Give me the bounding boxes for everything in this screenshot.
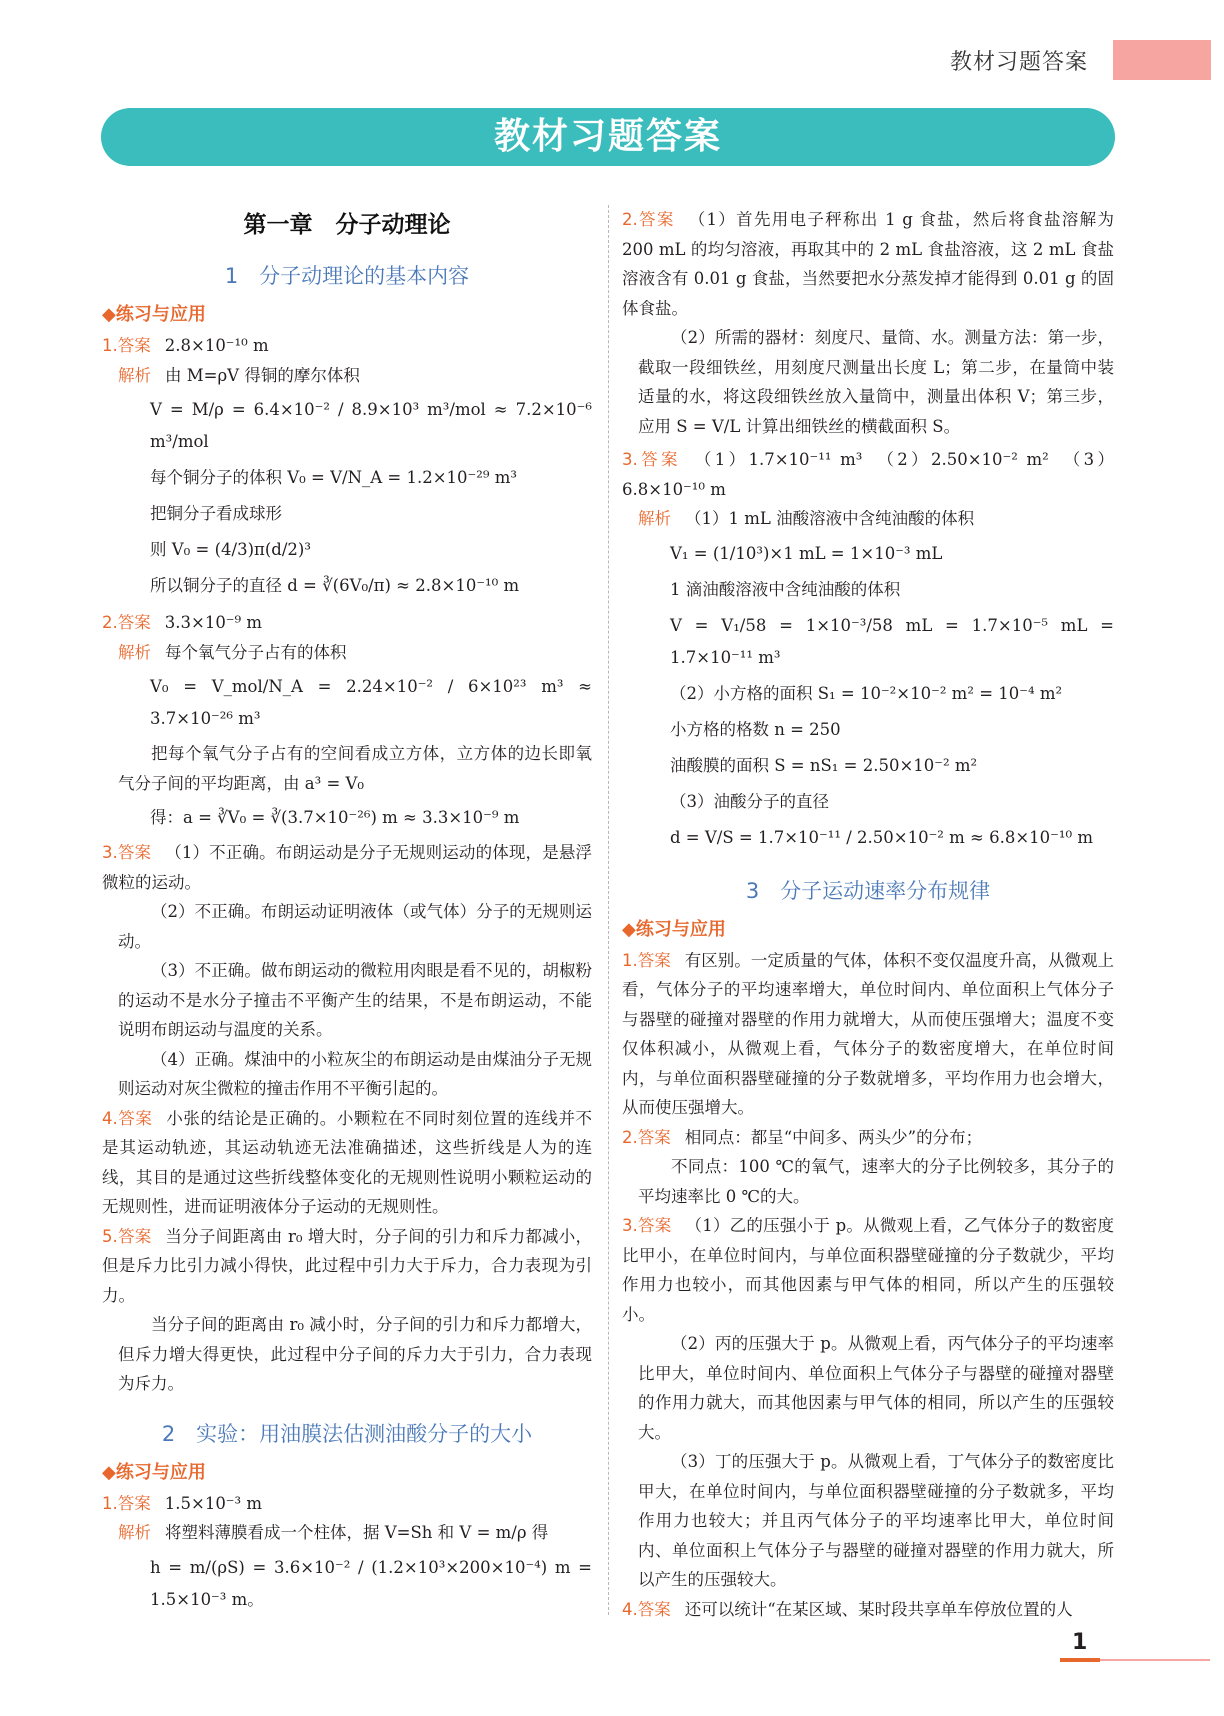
r-q3-analysis-line3: （2）小方格的面积 S₁ = 10⁻²×10⁻² m² = 10⁻⁴ m² (670, 683, 1063, 703)
r-q2-paragraph-2: （2）所需的器材：刻度尺、量筒、水。测量方法：第一步，截取一段细铁丝，用刻度尺测量出长度 L；第二步，在量筒中装适量的水，将这段细铁丝放入量筒中，测量出体积 V；第三步，应用 S = V/L 计算出细铁丝的横截面积 S。 (638, 328, 1114, 436)
s3-q1-paragraph: 有区别。一定质量的气体，体积不变仅温度升高，从微观上看，气体分子的平均速率增大，单位时间内、单位面积上气体分子与器壁的碰撞对器壁的作用力就增大，从而使压强增大；温度不变仅体积减小，从微观上看，气体分子的数密度增大，在单位时间内，与单位面积器壁碰撞的分子数就增多，平均作用力也会增大，从而使压强增大。 (622, 950, 1115, 1117)
r-q2-paragraph-1: （1）首先用电子秤称出 1 g 食盐，然后将食盐溶解为 200 mL 的均匀溶液，再取其中的 2 mL 食盐溶液，这 2 mL 食盐溶液含有 0.01 g 食盐，当然要把水分蒸发掉才能得到 0.01 g 的固体食盐。 (622, 210, 1114, 318)
q5-paragraph-1: 当分子间距离由 r₀ 增大时，分子间的引力和斥力都减小，但是斥力比引力减小得快，此过程中引力大于斥力，合力表现为引力。 (102, 1226, 592, 1305)
s3-q3-paragraph-2: （2）丙的压强大于 p。从微观上看，丙气体分子的平均速率比甲大，单位时间内、单位面积上气体分子与器壁的碰撞对器壁的作用力就大，而其他因素与甲气体的相同，所以产生的压强较大。 (638, 1334, 1114, 1442)
s3-q1-answer (622, 946, 1114, 1123)
analysis-label: 解析 (118, 642, 151, 662)
answer-label: 3.答案 (102, 843, 152, 862)
q1-analysis-line4: 所以铜分子的直径 d = ∛(6V₀/π) ≈ 2.8×10⁻¹⁰ m (150, 576, 520, 595)
answer-label: 4.答案 (102, 1108, 153, 1128)
q2-answer (102, 608, 592, 638)
q3-paragraph-4: （4）正确。煤油中的小粒灰尘的布朗运动是由煤油分子无规则运动对灰尘微粒的撞击作用不平衡引起的。 (118, 1049, 592, 1098)
s3-q2-paragraph-1: 相同点：都呈“中间多、两头少”的分布； (684, 1127, 983, 1147)
q5-answer (102, 1222, 592, 1311)
answer-label: 1.答案 (622, 950, 671, 970)
q2-paragraph: 把每个氧气分子占有的空间看成立方体，立方体的边长即氧气分子间的平均距离，由 a³ = V₀ (118, 744, 592, 793)
r-q3-equation-3: d = V/S = 1.7×10⁻¹¹ / 2.50×10⁻² m ≈ 6.8×10⁻¹⁰ m (670, 827, 1093, 847)
r-q3-analysis-line1: （1）1 mL 油酸溶液中含纯油酸的体积 (685, 509, 975, 528)
s3-q3-paragraph-1: （1）乙的压强小于 p。从微观上看，乙气体分子的数密度比甲小，在单位时间内，与单位面积器壁碰撞的分子数就少，平均作用力也较小，而其他因素与甲气体的相同，所以产生的压强较小。 (622, 1216, 1114, 1324)
answer-label: 3.答案 (622, 1216, 672, 1235)
practice-heading-2: ◆练习与应用 (102, 1461, 206, 1483)
q2-equation-2: 得：a = ∛V₀ = ∛(3.7×10⁻²⁶) m ≈ 3.3×10⁻⁹ m (150, 808, 520, 827)
s3-q4-answer (622, 1595, 1114, 1625)
page-number: 1 (1072, 1630, 1088, 1655)
s2-q1-answer (102, 1489, 592, 1519)
q2-answer-value: 3.3×10⁻⁹ m (164, 613, 263, 632)
answer-label: 2.答案 (102, 613, 151, 632)
r-q3-analysis-line2: 1 滴油酸溶液中含纯油酸的体积 (670, 579, 901, 599)
r-q3-analysis-line5: 油酸膜的面积 S = nS₁ = 2.50×10⁻² m² (670, 755, 978, 775)
r-q3-equation-1: V₁ = (1/10³)×1 mL = 1×10⁻³ mL (670, 543, 943, 563)
r-q3-equation-2: V = V₁/58 = 1×10⁻³/58 mL = 1.7×10⁻⁵ mL = 1.7×10⁻¹¹ m³ (670, 615, 1114, 667)
s3-q3-paragraph-3: （3）丁的压强大于 p。从微观上看，丁气体分子的数密度比甲大，在单位时间内，与单位面积器壁碰撞的分子数就多，平均作用力也较大；并且丙气体分子的平均速率比甲大，单位时间内、单位面积上气体分子与器壁的碰撞对器壁的作用力就大，所以产生的压强较大。 (638, 1452, 1114, 1589)
q2-analysis-line1: 每个氧气分子占有的体积 (165, 642, 347, 662)
header-accent-block (1113, 40, 1211, 80)
answer-label: 2.答案 (622, 1127, 671, 1147)
answer-label: 1.答案 (102, 1493, 151, 1513)
q3-answer (102, 838, 592, 897)
q1-analysis-line2: 每个铜分子的体积 V₀ = V/N_A = 1.2×10⁻²⁹ m³ (150, 468, 517, 487)
left-column (102, 205, 592, 1620)
q1-analysis-line3: 把铜分子看成球形 (150, 504, 282, 523)
column-divider (608, 205, 609, 1615)
r-q3-answer-value: （1）1.7×10⁻¹¹ m³ （2）2.50×10⁻² m² （3）6.8×10⁻¹⁰ m (622, 450, 1114, 499)
s2-q1-answer-value: 1.5×10⁻³ m (164, 1493, 263, 1513)
practice-heading: ◆练习与应用 (102, 304, 206, 325)
r-q3-analysis-line4: 小方格的格数 n = 250 (670, 719, 841, 739)
q5-paragraph-2: 当分子间的距离由 r₀ 减小时，分子间的引力和斥力都增大，但斥力增大得更快，此过程中分子间的斥力大于引力，合力表现为斥力。 (118, 1315, 592, 1393)
s3-q3-answer (622, 1211, 1114, 1329)
analysis-label: 解析 (118, 365, 151, 385)
q1-equation-1: V = M/ρ = 6.4×10⁻² / 8.9×10³ m³/mol ≈ 7.2×10⁻⁶ m³/mol (150, 400, 592, 451)
q1-answer-value: 2.8×10⁻¹⁰ m (164, 336, 269, 355)
answer-label: 2.答案 (622, 210, 675, 229)
q1-answer (102, 331, 592, 361)
banner-title: 教材习题答案 (101, 108, 1115, 166)
s3-q2-answer (622, 1123, 1114, 1153)
running-title: 教材习题答案 (950, 50, 1089, 75)
q3-paragraph-3: （3）不正确。做布朗运动的微粒用肉眼是看不见的，胡椒粉的运动不是水分子撞击不平衡产生的结果，不是布朗运动，不能说明布朗运动与温度的关系。 (118, 961, 592, 1039)
section-title-1: 1 分子动理论的基本内容 (224, 264, 470, 288)
s2-q1-equation: h = m/(ρS) = 3.6×10⁻² / (1.2×10³×200×10⁻⁴) m = 1.5×10⁻³ m。 (150, 1557, 592, 1609)
analysis-label: 解析 (638, 509, 671, 528)
q1-analysis-line1: 由 M=ρV 得铜的摩尔体积 (165, 365, 360, 385)
q4-paragraph: 小张的结论是正确的。小颗粒在不同时刻位置的连线并不是其运动轨迹，其运动轨迹无法准确描述，这些折线是人为的连线，其目的是通过这些折线整体变化的无规则性说明小颗粒运动的无规则性，进而证明液体分子运动的无规则性。 (102, 1108, 593, 1216)
section-title-3: 3 分子运动速率分布规律 (745, 878, 991, 903)
r-q3-answer (622, 445, 1114, 504)
section-title-2: 2 实验：用油膜法估测油酸分子的大小 (161, 1421, 533, 1446)
analysis-label: 解析 (118, 1523, 151, 1542)
q4-answer (102, 1104, 592, 1222)
answer-label: 5.答案 (102, 1226, 152, 1246)
q2-equation-1: V₀ = V_mol/N_A = 2.24×10⁻² / 6×10²³ m³ ≈ 3.7×10⁻²⁶ m³ (150, 677, 592, 728)
r-q2-answer (622, 205, 1114, 323)
answer-label: 4.答案 (622, 1599, 671, 1619)
q3-paragraph-2: （2）不正确。布朗运动证明液体（或气体）分子的无规则运动。 (118, 902, 592, 951)
chapter-title: 第一章 分子动理论 (243, 212, 451, 238)
answer-label: 3.答案 (622, 450, 681, 469)
right-column (622, 205, 1114, 1624)
s3-q2-paragraph-2: 不同点：100 ℃的氧气，速率大的分子比例较多，其分子的平均速率比 0 ℃的大。 (638, 1157, 1114, 1206)
s2-q1-analysis-line1: 将塑料薄膜看成一个柱体，据 V=Sh 和 V = m/ρ 得 (165, 1523, 549, 1542)
r-q3-analysis-line6: （3）油酸分子的直径 (670, 791, 829, 811)
answer-label: 1.答案 (102, 336, 151, 355)
practice-heading-3: ◆练习与应用 (622, 918, 726, 940)
s3-q4-paragraph: 还可以统计“在某区域、某时段共享单车停放位置的人 (684, 1599, 1073, 1619)
page-number-accent (1060, 1658, 1100, 1662)
q1-equation-2: 则 V₀ = (4/3)π(d/2)³ (150, 540, 311, 559)
q3-paragraph-1: （1）不正确。布朗运动是分子无规则运动的体现，是悬浮微粒的运动。 (102, 843, 592, 892)
